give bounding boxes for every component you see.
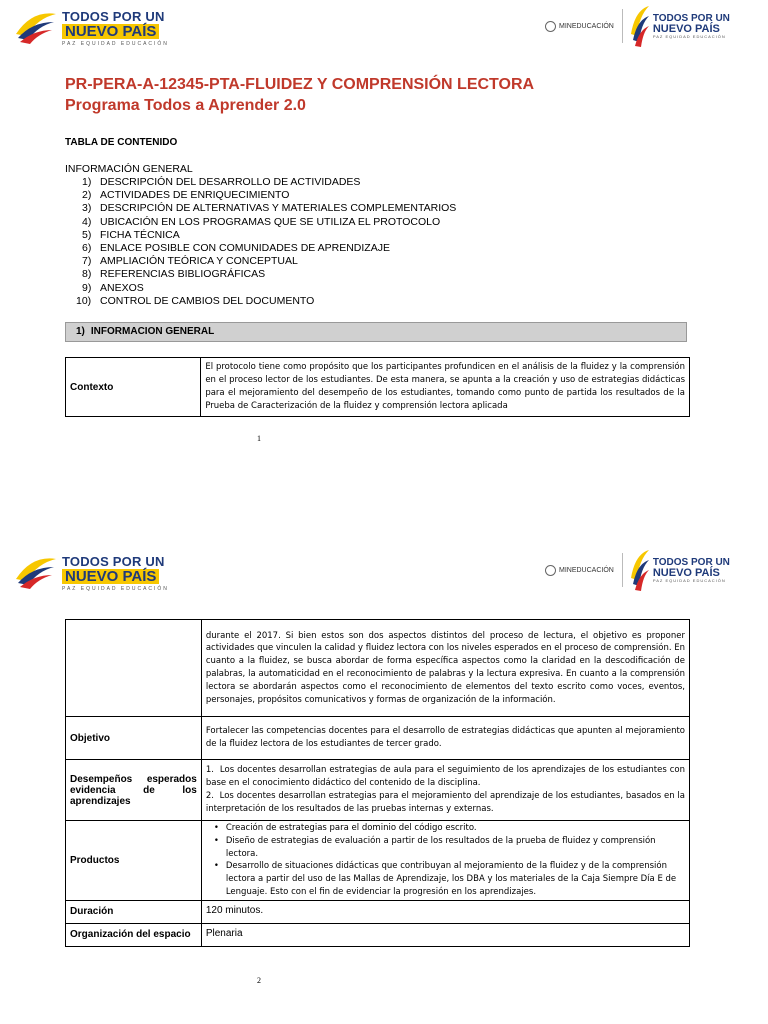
toc-item: 9) ANEXOS (82, 281, 144, 294)
organizacion-value: Plenaria (201, 923, 689, 946)
toc-item: 1) DESCRIPCIÓN DEL DESARROLLO DE ACTIVIDADES (82, 176, 361, 188)
header-right-logos (545, 4, 730, 48)
coat-of-arms-icon (545, 565, 556, 576)
colombia-flag-swoosh-icon (629, 548, 651, 592)
small-logo-line-2: NUEVO PAÍS (652, 22, 720, 35)
info-table-part-1 (65, 357, 690, 417)
contexto-text-part-2: durante el 2017. Si bien estos son dos aspectos distintos del proceso de lectura, el objetivo es proponer actividades que vinculen la calidad y fluidez lectora con los niveles esperados en el proceso de comprensión. En cuanto a la fluidez, se busca abordar de forma específica aspectos como la claridad en la descodificación de palabras, la automaticidad en el reconocimiento de palabras y la lectura expresiva. En cuanto a la comprensión lectora se abordarán aspectos como el reconocimiento de elementos del texto escrito como voces, eventos, personajes, propósitos comunicativos y formas de organización de la información. (201, 620, 689, 717)
small-logo-line-1: TODOS POR UN (652, 556, 730, 568)
table-row (66, 717, 690, 760)
toc-list (76, 176, 457, 308)
productos-list (201, 821, 689, 901)
toc-item: 4) UBICACIÓN EN LOS PROGRAMAS QUE SE UTILIZA EL PROTOCOLO (82, 215, 441, 228)
toc-heading: TABLA DE CONTENIDO (65, 137, 178, 148)
list-item: • Diseño de estrategias de evaluación a partir de los resultados de la prueba de fluidez y comprensión lectora. (218, 835, 685, 861)
desempenos-label: Desempeños esperados evidencia de los aprendizajes (66, 760, 202, 821)
toc-item: 5) FICHA TÉCNICA (82, 228, 180, 241)
small-logo-line-3: PAZ EQUIDAD EDUCACIÓN (652, 33, 726, 39)
section-heading-informacion-general: 1) INFORMACION GENERAL (65, 322, 687, 342)
toc-general: INFORMACIÓN GENERAL (65, 163, 193, 175)
contexto-label: Contexto (66, 358, 201, 417)
mineducacion-label: MINEDUCACIÓN (559, 566, 614, 574)
logo-line-1: TODOS POR UN (62, 553, 165, 569)
logo-divider (622, 9, 623, 43)
table-row (66, 760, 690, 821)
todos-por-un-nuevo-pais-logo (12, 553, 169, 593)
colombia-flag-swoosh-icon (12, 553, 58, 593)
small-logo-line-1: TODOS POR UN (652, 12, 730, 24)
toc-item: 2) ACTIVIDADES DE ENRIQUECIMIENTO (82, 189, 290, 202)
logo-line-2: NUEVO PAÍS (62, 569, 159, 584)
toc-item: 6) ENLACE POSIBLE CON COMUNIDADES DE APRENDIZAJE (82, 242, 390, 255)
organizacion-label: Organización del espacio (66, 923, 202, 946)
todos-por-un-nuevo-pais-logo (12, 8, 169, 48)
toc-item: 7) AMPLIACIÓN TEÓRICA Y CONCEPTUAL (82, 255, 298, 268)
desempenos-list (201, 760, 689, 821)
productos-label: Productos (66, 821, 202, 901)
todos-por-un-nuevo-pais-small-logo (629, 4, 730, 48)
logo-line-1: TODOS POR UN (62, 8, 165, 24)
logo-line-3: PAZ EQUIDAD EDUCACIÓN (62, 40, 169, 47)
objetivo-label: Objetivo (66, 717, 202, 760)
small-logo-line-2: NUEVO PAÍS (652, 566, 720, 579)
table-row (66, 620, 690, 717)
contexto-text-part-1: El protocolo tiene como propósito que los participantes profundicen en el análisis de la fluidez y la comprensión en el proceso lector de los estudiantes. De esta manera, se apunta a la creación y uso de estrategias didácticas para el mejoramiento del desempeño de los estudiantes, tomando como punto de partida los resultados de la Prueba de Caracterización de la fluidez y comprensión lectora aplicada (201, 358, 690, 417)
small-logo-line-3: PAZ EQUIDAD EDUCACIÓN (652, 577, 726, 583)
colombia-flag-swoosh-icon (629, 4, 651, 48)
logo-line-3: PAZ EQUIDAD EDUCACIÓN (62, 585, 169, 592)
table-row (66, 358, 690, 417)
toc-item: 3) DESCRIPCIÓN DE ALTERNATIVAS Y MATERIALES COMPLEMENTARIOS (82, 202, 457, 215)
list-item: 2. Los docentes desarrollan estrategias para el mejoramiento del aprendizaje de los estudiantes, basados en la interpretación de los resultados de las pruebas internas y externas. (205, 791, 685, 814)
table-row (66, 923, 690, 946)
mineducacion-label: MINEDUCACIÓN (559, 22, 614, 30)
list-item: • Creación de estrategias para el dominio del código escrito. (218, 822, 685, 835)
document-subtitle: Programa Todos a Aprender 2.0 (65, 97, 306, 114)
toc-item: 8) REFERENCIAS BIBLIOGRÁFICAS (82, 268, 266, 281)
document-title: PR-PERA-A-12345-PTA-FLUIDEZ Y COMPRENSIÓN LECTORA (65, 76, 535, 93)
header-right-logos (545, 548, 730, 592)
logo-line-2: NUEVO PAÍS (62, 24, 159, 39)
duracion-label: Duración (66, 900, 202, 923)
coat-of-arms-icon (545, 21, 556, 32)
list-item: • Desarrollo de situaciones didácticas que contribuyan al mejoramiento de la fluidez y de la comprensión lectora a partir del uso de las Mallas de Aprendizaje, los DBA y los materiales de la Caja Siempre Día E de Lenguaje. Esto con el fin de evidenciar la progresión en los aprendizajes. (218, 860, 685, 898)
logo-divider (622, 553, 623, 587)
mineducacion-logo (545, 565, 614, 576)
todos-por-un-nuevo-pais-small-logo (629, 548, 730, 592)
info-table-part-2 (65, 619, 690, 947)
table-row (66, 821, 690, 901)
document-page-1 (0, 0, 768, 510)
contexto-continued-label (66, 620, 202, 717)
table-row (66, 900, 690, 923)
page-number: 2 (257, 976, 261, 985)
mineducacion-logo (545, 21, 614, 32)
list-item: 1. Los docentes desarrollan estrategias de aula para el seguimiento de los aprendizajes de los estudiantes con base en el conocimiento didáctico del contenido de la disciplina. (205, 765, 686, 789)
document-page-2 (0, 510, 768, 1024)
colombia-flag-swoosh-icon (12, 8, 58, 48)
objetivo-text: Fortalecer las competencias docentes para el desarrollo de estrategias didácticas que apunten al mejoramiento de la fluidez lectora de los estudiantes de tercer grado. (201, 717, 689, 760)
page-number: 1 (257, 434, 261, 443)
duracion-value: 120 minutos. (201, 900, 689, 923)
toc-item: 10) CONTROL DE CAMBIOS DEL DOCUMENTO (76, 294, 315, 307)
